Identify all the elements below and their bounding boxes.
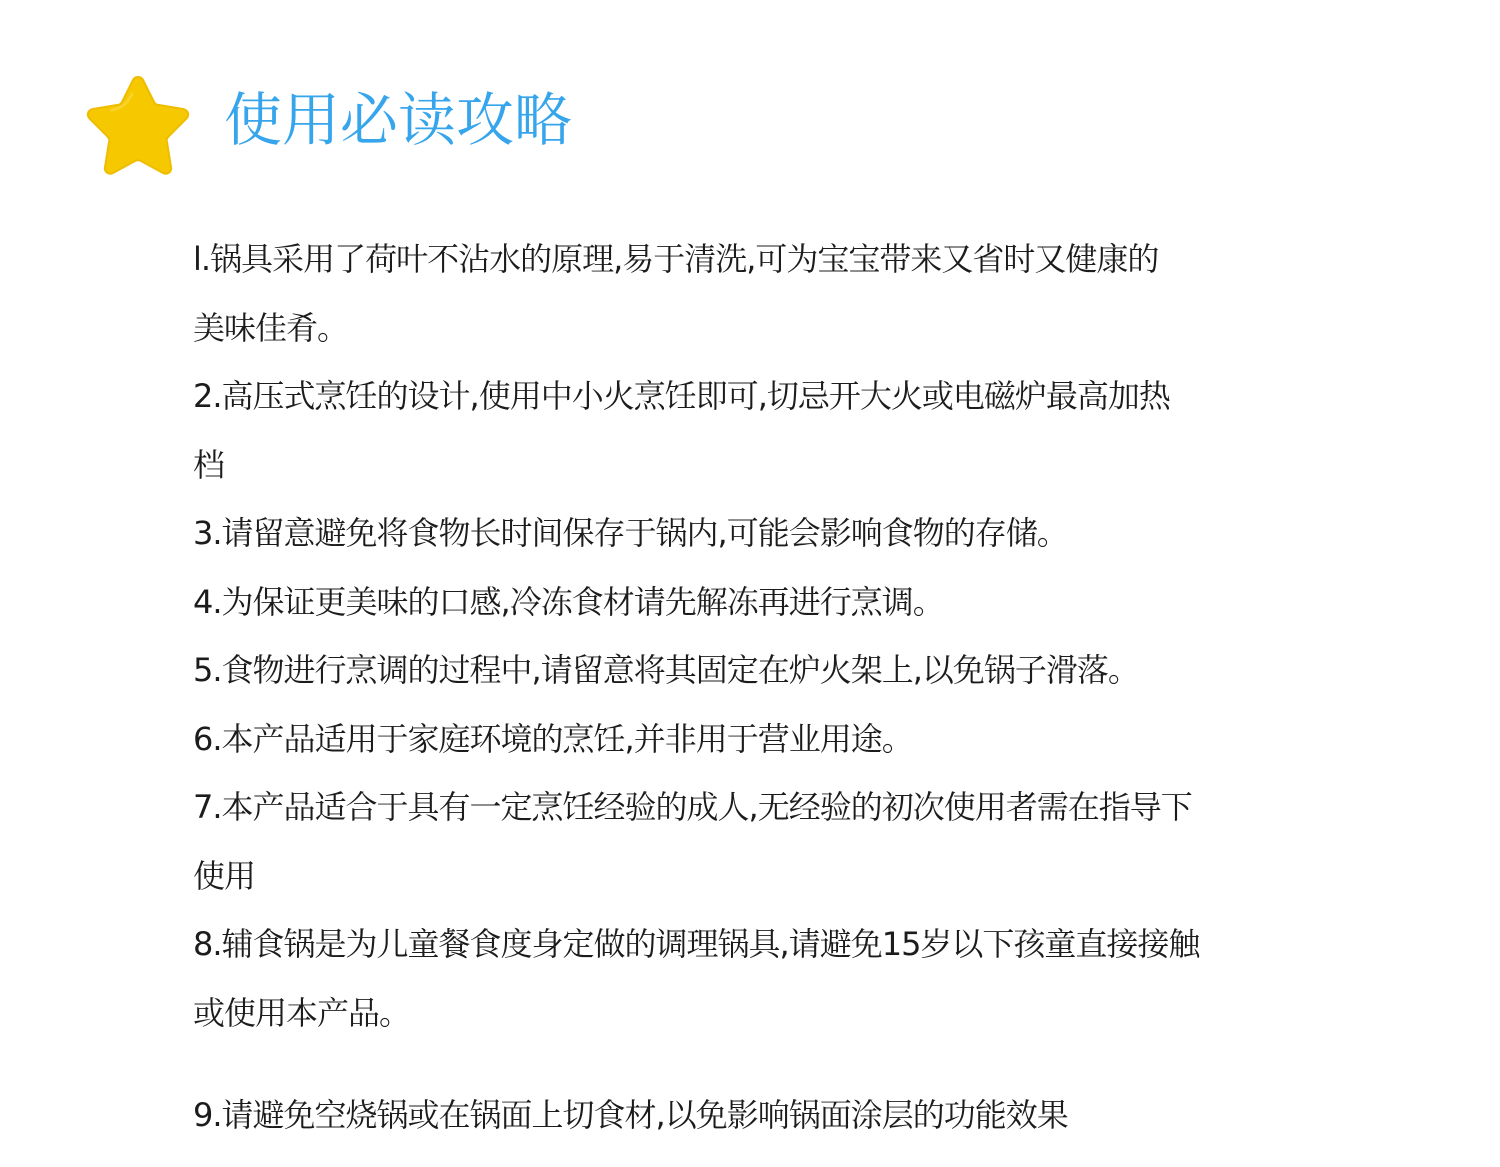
guide-item-2-line-1: 2.高压式烹饪的设计,使用中小火烹饪即可,切忌开大火或电磁炉最高加热	[193, 377, 1170, 415]
guide-item-2	[193, 362, 1363, 499]
guide-item-9-line-1: 9.请避免空烧锅或在锅面上切食材,以免影响锅面涂层的功能效果	[193, 1096, 1068, 1134]
guide-item-6-line-1: 6.本产品适用于家庭环境的烹饪,并非用于营业用途。	[193, 719, 913, 758]
guide-item-6	[193, 705, 1363, 774]
guide-item-1-line-1: l.锅具采用了荷叶不沾水的原理,易于清洗,可为宝宝带来又省时又健康的	[193, 240, 1159, 278]
guide-item-2-line-2: 档	[193, 445, 225, 484]
guide-item-1-line-2: 美味佳肴。	[193, 308, 349, 347]
usage-guide-list	[193, 225, 1363, 1150]
guide-item-5	[193, 636, 1363, 705]
page-title: 使用必读攻略	[224, 86, 573, 154]
star-icon	[82, 72, 196, 184]
guide-item-7-line-2: 使用	[193, 856, 256, 895]
guide-item-7	[193, 773, 1363, 910]
guide-item-7-line-1: 7.本产品适合于具有一定烹饪经验的成人,无经验的初次使用者需在指导下	[193, 788, 1192, 826]
guide-item-8-line-1: 8.辅食锅是为儿童餐食度身定做的调理锅具,请避免15岁以下孩童直接接触	[193, 925, 1200, 963]
page-header	[82, 72, 642, 184]
guide-item-8-line-2: 或使用本产品。	[193, 993, 411, 1032]
guide-item-4-line-1: 4.为保证更美味的口感,冷冻食材请先解冻再进行烹调。	[193, 582, 944, 621]
guide-item-5-line-1: 5.食物进行烹调的过程中,请留意将其固定在炉火架上,以免锅子滑落。	[193, 651, 1139, 689]
guide-item-4	[193, 568, 1363, 637]
guide-item-8	[193, 910, 1363, 1047]
guide-item-3-line-1: 3.请留意避免将食物长时间保存于锅内,可能会影响食物的存储。	[193, 514, 1068, 552]
guide-item-9	[193, 1081, 1363, 1150]
guide-item-3	[193, 499, 1363, 568]
guide-item-1	[193, 225, 1363, 362]
